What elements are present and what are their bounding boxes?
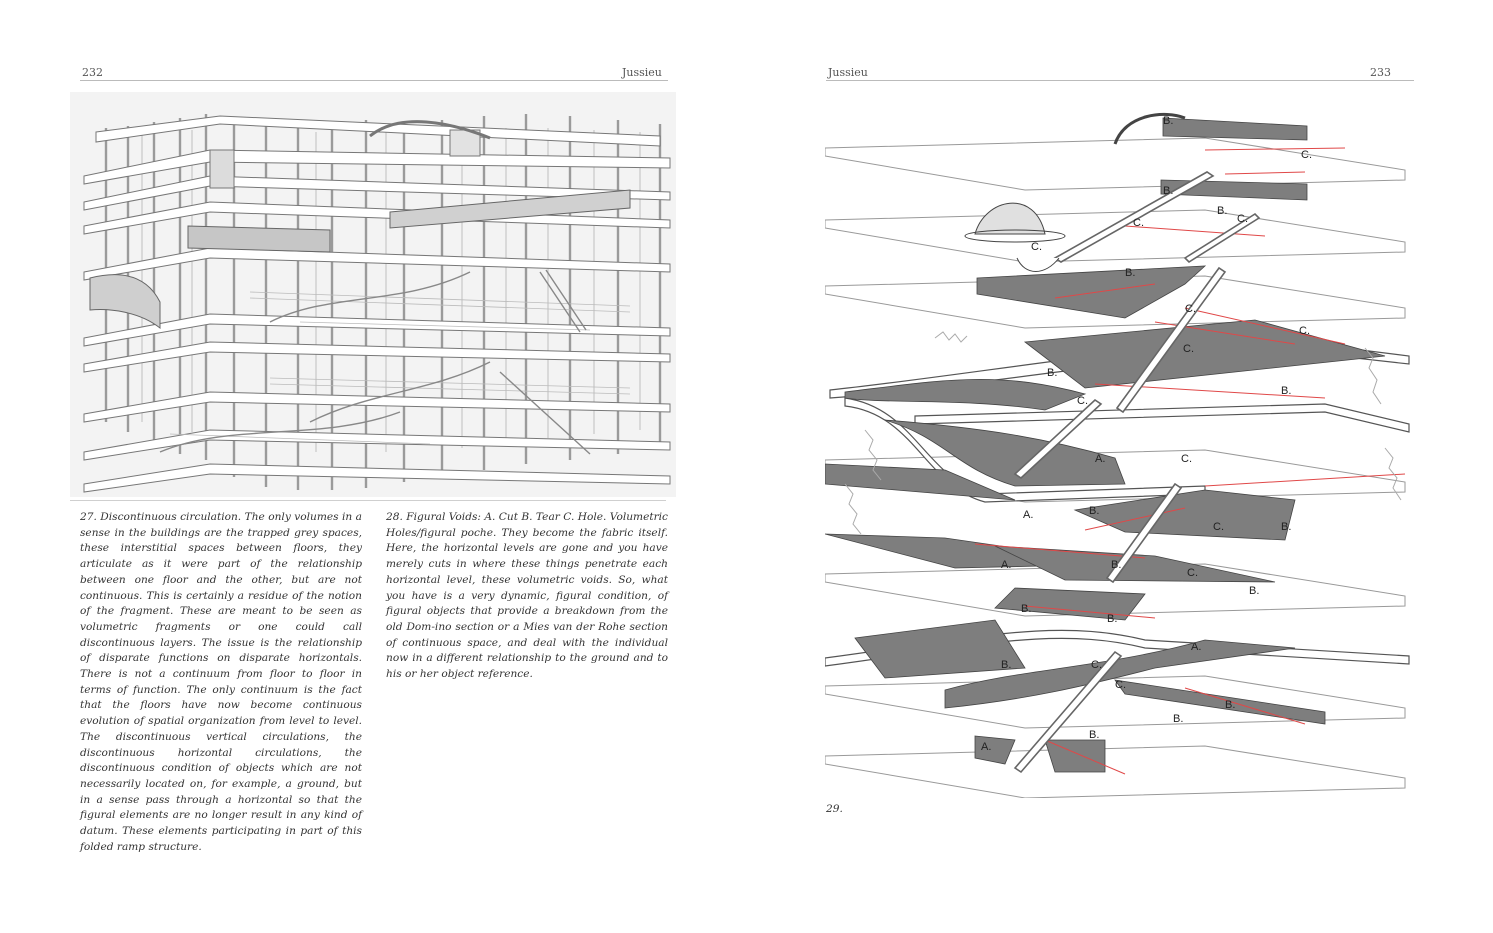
diagram-label-b: B. <box>1163 185 1174 197</box>
left-page <box>0 0 746 933</box>
figure-27-axonometric-drawing <box>70 92 676 497</box>
diagram-label-c: C. <box>1181 453 1192 465</box>
diagram-label-b: B. <box>1107 613 1118 625</box>
page-number-left: 232 <box>82 66 103 79</box>
diagram-label-b: B. <box>1089 729 1100 741</box>
diagram-label-c: C. <box>1299 325 1310 337</box>
header-rule-right <box>826 80 1414 81</box>
running-head-right: Jussieu <box>828 66 868 79</box>
diagram-label-b: B. <box>1089 505 1100 517</box>
diagram-label-a: A. <box>981 741 992 753</box>
diagram-label-c: C. <box>1185 303 1196 315</box>
page-number-right: 233 <box>1370 66 1391 79</box>
diagram-label-c: C. <box>1213 521 1224 533</box>
diagram-label-b: B. <box>1163 115 1174 127</box>
caption-28: 28. Figural Voids: A. Cut B. Tear C. Hole. Volumetric Holes/figural poche. They become the fabric itself. Here, the horizontal levels are gone and you have merely cuts in where these things penetrate each horizontal level, these volumetric voids. So, what you have is a very dynamic, figural condition, of figural objects that provide a breakdown from the old Dom-ino section or a Mies van der Rohe section of continuous space, and deal with the individual now in a different relationship to the ground and to his or her object reference. <box>386 511 668 681</box>
diagram-label-c: C. <box>1237 213 1248 225</box>
figure-29-exploded-diagram <box>825 108 1489 798</box>
diagram-label-c: C. <box>1091 659 1102 671</box>
diagram-label-b: B. <box>1001 659 1012 671</box>
caption-rule <box>70 500 666 501</box>
diagram-label-a: A. <box>1023 509 1034 521</box>
diagram-label-c: C. <box>1115 679 1126 691</box>
diagram-label-b: B. <box>1021 603 1032 615</box>
diagram-label-c: C. <box>1077 395 1088 407</box>
diagram-label-b: B. <box>1249 585 1260 597</box>
caption-27: 27. Discontinuous circulation. The only volumes in a sense in the buildings are the trapped grey spaces, these interstitial spaces between floors, they articulate as it were part of the relationship between one floor and the other, but are not continuous. This is certainly a residue of the notion of the fragment. These are meant to be seen as volumetric fragments or one could call discontinuous layers. The issue is the relationship of disparate functions on disparate horizontals. There is not a continuum from floor to floor in terms of function. The only continuum is the fact that the floors have now become continuous evolution of spatial organization from level to level. The discontinuous vertical circulations, the discontinuous horizontal circulations, the discontinuous condition of objects which are not necessarily located on, for example, a ground, but in a sense pass through a horizontal so that the figural elements are no longer result in any kind of datum. These elements participating in part of this folded ramp structure. <box>80 511 362 853</box>
diagram-label-c: C. <box>1301 149 1312 161</box>
header-rule-left <box>80 80 668 81</box>
diagram-label-b: B. <box>1281 521 1292 533</box>
diagram-label-a: A. <box>1095 453 1106 465</box>
diagram-label-a: A. <box>1191 641 1202 653</box>
figure-number-29: 29. <box>826 803 843 815</box>
diagram-label-c: C. <box>1187 567 1198 579</box>
building-axonometric-svg <box>70 92 676 497</box>
diagram-label-b: B. <box>1281 385 1292 397</box>
diagram-label-b: B. <box>1125 267 1136 279</box>
running-head-left: Jussieu <box>622 66 662 79</box>
diagram-label-b: B. <box>1173 713 1184 725</box>
exploded-axonometric-svg <box>825 108 1489 798</box>
diagram-label-b: B. <box>1225 699 1236 711</box>
diagram-label-b: B. <box>1111 559 1122 571</box>
diagram-label-b: B. <box>1217 205 1228 217</box>
diagram-label-b: B. <box>1047 367 1058 379</box>
right-page <box>746 0 1493 933</box>
diagram-label-c: C. <box>1183 343 1194 355</box>
diagram-label-c: C. <box>1031 241 1042 253</box>
diagram-label-c: C. <box>1133 217 1144 229</box>
diagram-label-a: A. <box>1001 559 1012 571</box>
